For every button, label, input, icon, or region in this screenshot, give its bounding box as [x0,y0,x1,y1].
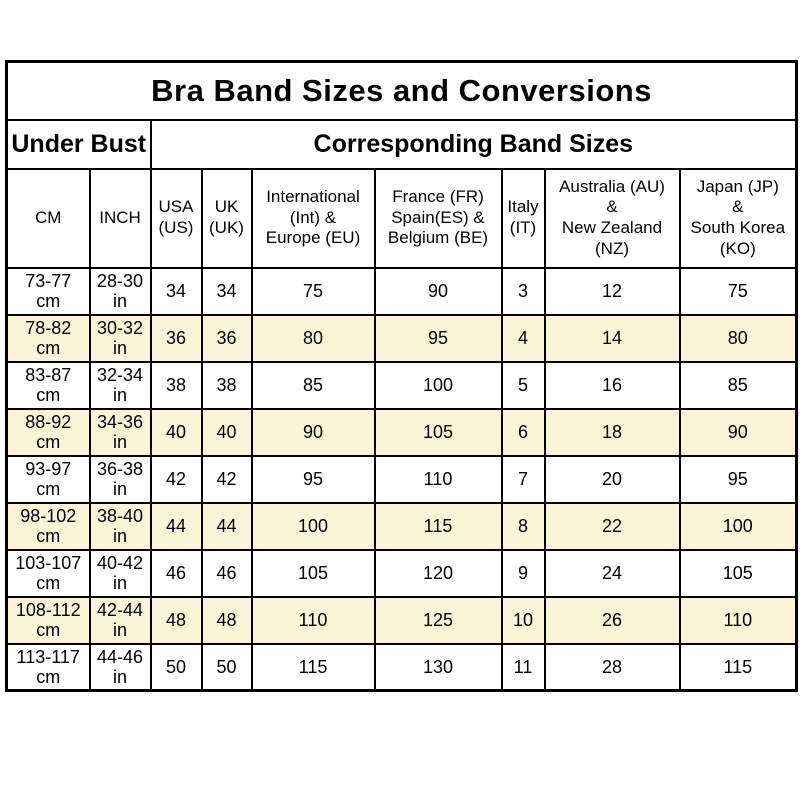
column-header-int-eu [252,169,375,268]
cell-italy: 7 [502,456,545,503]
column-header-au-nz [545,169,680,268]
cell-usa: 40 [151,409,202,456]
cell-fr-es-be: 105 [375,409,502,456]
cell-line: cm [36,338,61,358]
cell-italy: 6 [502,409,545,456]
table-row [7,644,797,691]
table-row [7,409,797,456]
cell-line: in [112,526,127,546]
cell-jp-ko: 95 [680,456,797,503]
column-header-line: (KO) [719,238,756,258]
column-header-line: UK [214,197,239,217]
cell-line: cm [36,620,61,640]
cell-uk: 36 [202,315,252,362]
cell-cm [7,597,90,644]
cell-italy: 10 [502,597,545,644]
column-header-line: Europe (EU) [265,228,361,248]
cell-fr-es-be: 130 [375,644,502,691]
cell-au-nz: 26 [545,597,680,644]
cell-uk: 50 [202,644,252,691]
cell-line: cm [36,291,61,311]
cell-inch [90,503,151,550]
cell-jp-ko: 90 [680,409,797,456]
cell-uk: 34 [202,268,252,315]
table-row [7,362,797,409]
cell-line: in [112,666,127,687]
cell-inch [90,456,151,503]
table-title: Bra Band Sizes and Conversions [7,62,797,120]
cell-inch [90,362,151,409]
table-row [7,550,797,597]
cell-line: cm [36,432,61,452]
cell-fr-es-be: 110 [375,456,502,503]
cell-line: 83-87 [25,364,72,385]
cell-line: 113-117 [16,646,80,667]
cell-au-nz: 28 [545,644,680,691]
cell-uk: 46 [202,550,252,597]
cell-int-eu: 75 [252,268,375,315]
cell-italy: 4 [502,315,545,362]
cell-int-eu: 115 [252,644,375,691]
cell-line: 44-46 [96,646,144,667]
bra-band-size-table [5,60,798,692]
cell-uk: 48 [202,597,252,644]
cell-cm [7,268,90,315]
column-header-line: CM [35,207,62,227]
column-header-line: (NZ) [595,238,629,258]
cell-usa: 44 [151,503,202,550]
column-header-line: Belgium (BE) [387,228,489,248]
cell-jp-ko: 100 [680,503,797,550]
cell-fr-es-be: 115 [375,503,502,550]
cell-line: in [112,385,127,405]
cell-int-eu: 110 [252,597,375,644]
cell-usa: 48 [151,597,202,644]
column-header-jp-ko [680,169,797,268]
cell-uk: 44 [202,503,252,550]
group-header-under-bust: Under Bust [7,120,151,169]
cell-inch [90,268,151,315]
cell-line: cm [36,573,61,593]
cell-inch [90,409,151,456]
cell-int-eu: 100 [252,503,375,550]
cell-inch [90,550,151,597]
cell-line: 34-36 [96,411,144,432]
column-header-italy [502,169,545,268]
table-row [7,456,797,503]
cell-line: in [112,573,127,593]
cell-italy: 5 [502,362,545,409]
cell-int-eu: 95 [252,456,375,503]
column-header-line: (IT) [509,218,537,237]
cell-jp-ko: 75 [680,268,797,315]
table-body [7,268,797,691]
cell-line: 30-32 [96,317,144,338]
cell-usa: 42 [151,456,202,503]
cell-int-eu: 85 [252,362,375,409]
table-row [7,268,797,315]
cell-line: 93-97 [25,458,72,479]
cell-inch [90,315,151,362]
group-header-row [7,120,797,169]
cell-int-eu: 105 [252,550,375,597]
cell-cm [7,315,90,362]
cell-jp-ko: 105 [680,550,797,597]
cell-fr-es-be: 90 [375,268,502,315]
column-header-line: France (FR) [392,186,484,206]
column-header-line: Italy [507,197,539,217]
column-header-line: South Korea [690,218,786,237]
table-row [7,315,797,362]
column-header-line: International [266,186,360,206]
column-header-line: & [606,197,618,217]
cell-line: in [112,620,127,640]
cell-line: in [112,479,127,499]
cell-line: in [112,291,127,311]
cell-au-nz: 16 [545,362,680,409]
cell-usa: 36 [151,315,202,362]
cell-line: 108-112 [15,599,81,620]
cell-line: 98-102 [20,505,77,526]
column-header-fr-es-be [375,169,502,268]
cell-line: 28-30 [96,270,144,291]
cell-line: in [112,432,127,452]
cell-cm [7,409,90,456]
cell-usa: 46 [151,550,202,597]
cell-line: 73-77 [25,270,72,291]
cell-line: 40-42 [96,552,144,573]
cell-inch [90,597,151,644]
cell-cm [7,644,90,691]
column-header-line: & [732,197,744,217]
cell-uk: 38 [202,362,252,409]
cell-jp-ko: 115 [680,644,797,691]
cell-usa: 34 [151,268,202,315]
column-header-line: (US) [158,218,194,237]
cell-jp-ko: 85 [680,362,797,409]
cell-au-nz: 18 [545,409,680,456]
cell-fr-es-be: 125 [375,597,502,644]
cell-jp-ko: 110 [680,597,797,644]
cell-cm [7,550,90,597]
cell-jp-ko: 80 [680,315,797,362]
cell-line: cm [36,479,61,499]
column-header-line: (Int) & [289,207,337,227]
cell-inch [90,644,151,691]
column-header-line: USA [158,197,194,217]
cell-italy: 8 [502,503,545,550]
cell-line: 32-34 [96,364,144,385]
title-row [7,62,797,120]
cell-int-eu: 80 [252,315,375,362]
column-header-line: INCH [99,207,141,227]
column-header-cm [7,169,90,268]
cell-italy: 9 [502,550,545,597]
cell-line: cm [36,385,61,405]
table-row [7,503,797,550]
cell-au-nz: 14 [545,315,680,362]
cell-italy: 3 [502,268,545,315]
cell-uk: 40 [202,409,252,456]
cell-cm [7,503,90,550]
column-header-line: Australia (AU) [559,176,665,196]
cell-int-eu: 90 [252,409,375,456]
cell-line: 78-82 [25,317,72,338]
cell-cm [7,362,90,409]
cell-usa: 38 [151,362,202,409]
cell-usa: 50 [151,644,202,691]
cell-italy: 11 [502,644,545,691]
cell-cm [7,456,90,503]
cell-line: in [112,338,127,358]
cell-line: 38-40 [96,505,144,526]
table-row [7,597,797,644]
cell-fr-es-be: 100 [375,362,502,409]
cell-line: cm [36,666,61,687]
column-header-uk [202,169,252,268]
cell-line: 36-38 [96,458,144,479]
cell-au-nz: 12 [545,268,680,315]
column-header-row [7,169,797,268]
column-header-usa [151,169,202,268]
cell-au-nz: 24 [545,550,680,597]
cell-line: 88-92 [25,411,72,432]
cell-line: 42-44 [96,599,144,620]
cell-line: cm [36,526,61,546]
column-header-line: (UK) [209,218,244,237]
column-header-line: New Zealand [561,218,663,237]
cell-au-nz: 22 [545,503,680,550]
cell-fr-es-be: 120 [375,550,502,597]
group-header-band-sizes: Corresponding Band Sizes [151,120,797,169]
cell-au-nz: 20 [545,456,680,503]
cell-fr-es-be: 95 [375,315,502,362]
cell-line: 103-107 [15,552,82,573]
column-header-line: Japan (JP) [696,176,779,196]
cell-uk: 42 [202,456,252,503]
column-header-line: Spain(ES) & [391,207,485,227]
column-header-inch [90,169,151,268]
